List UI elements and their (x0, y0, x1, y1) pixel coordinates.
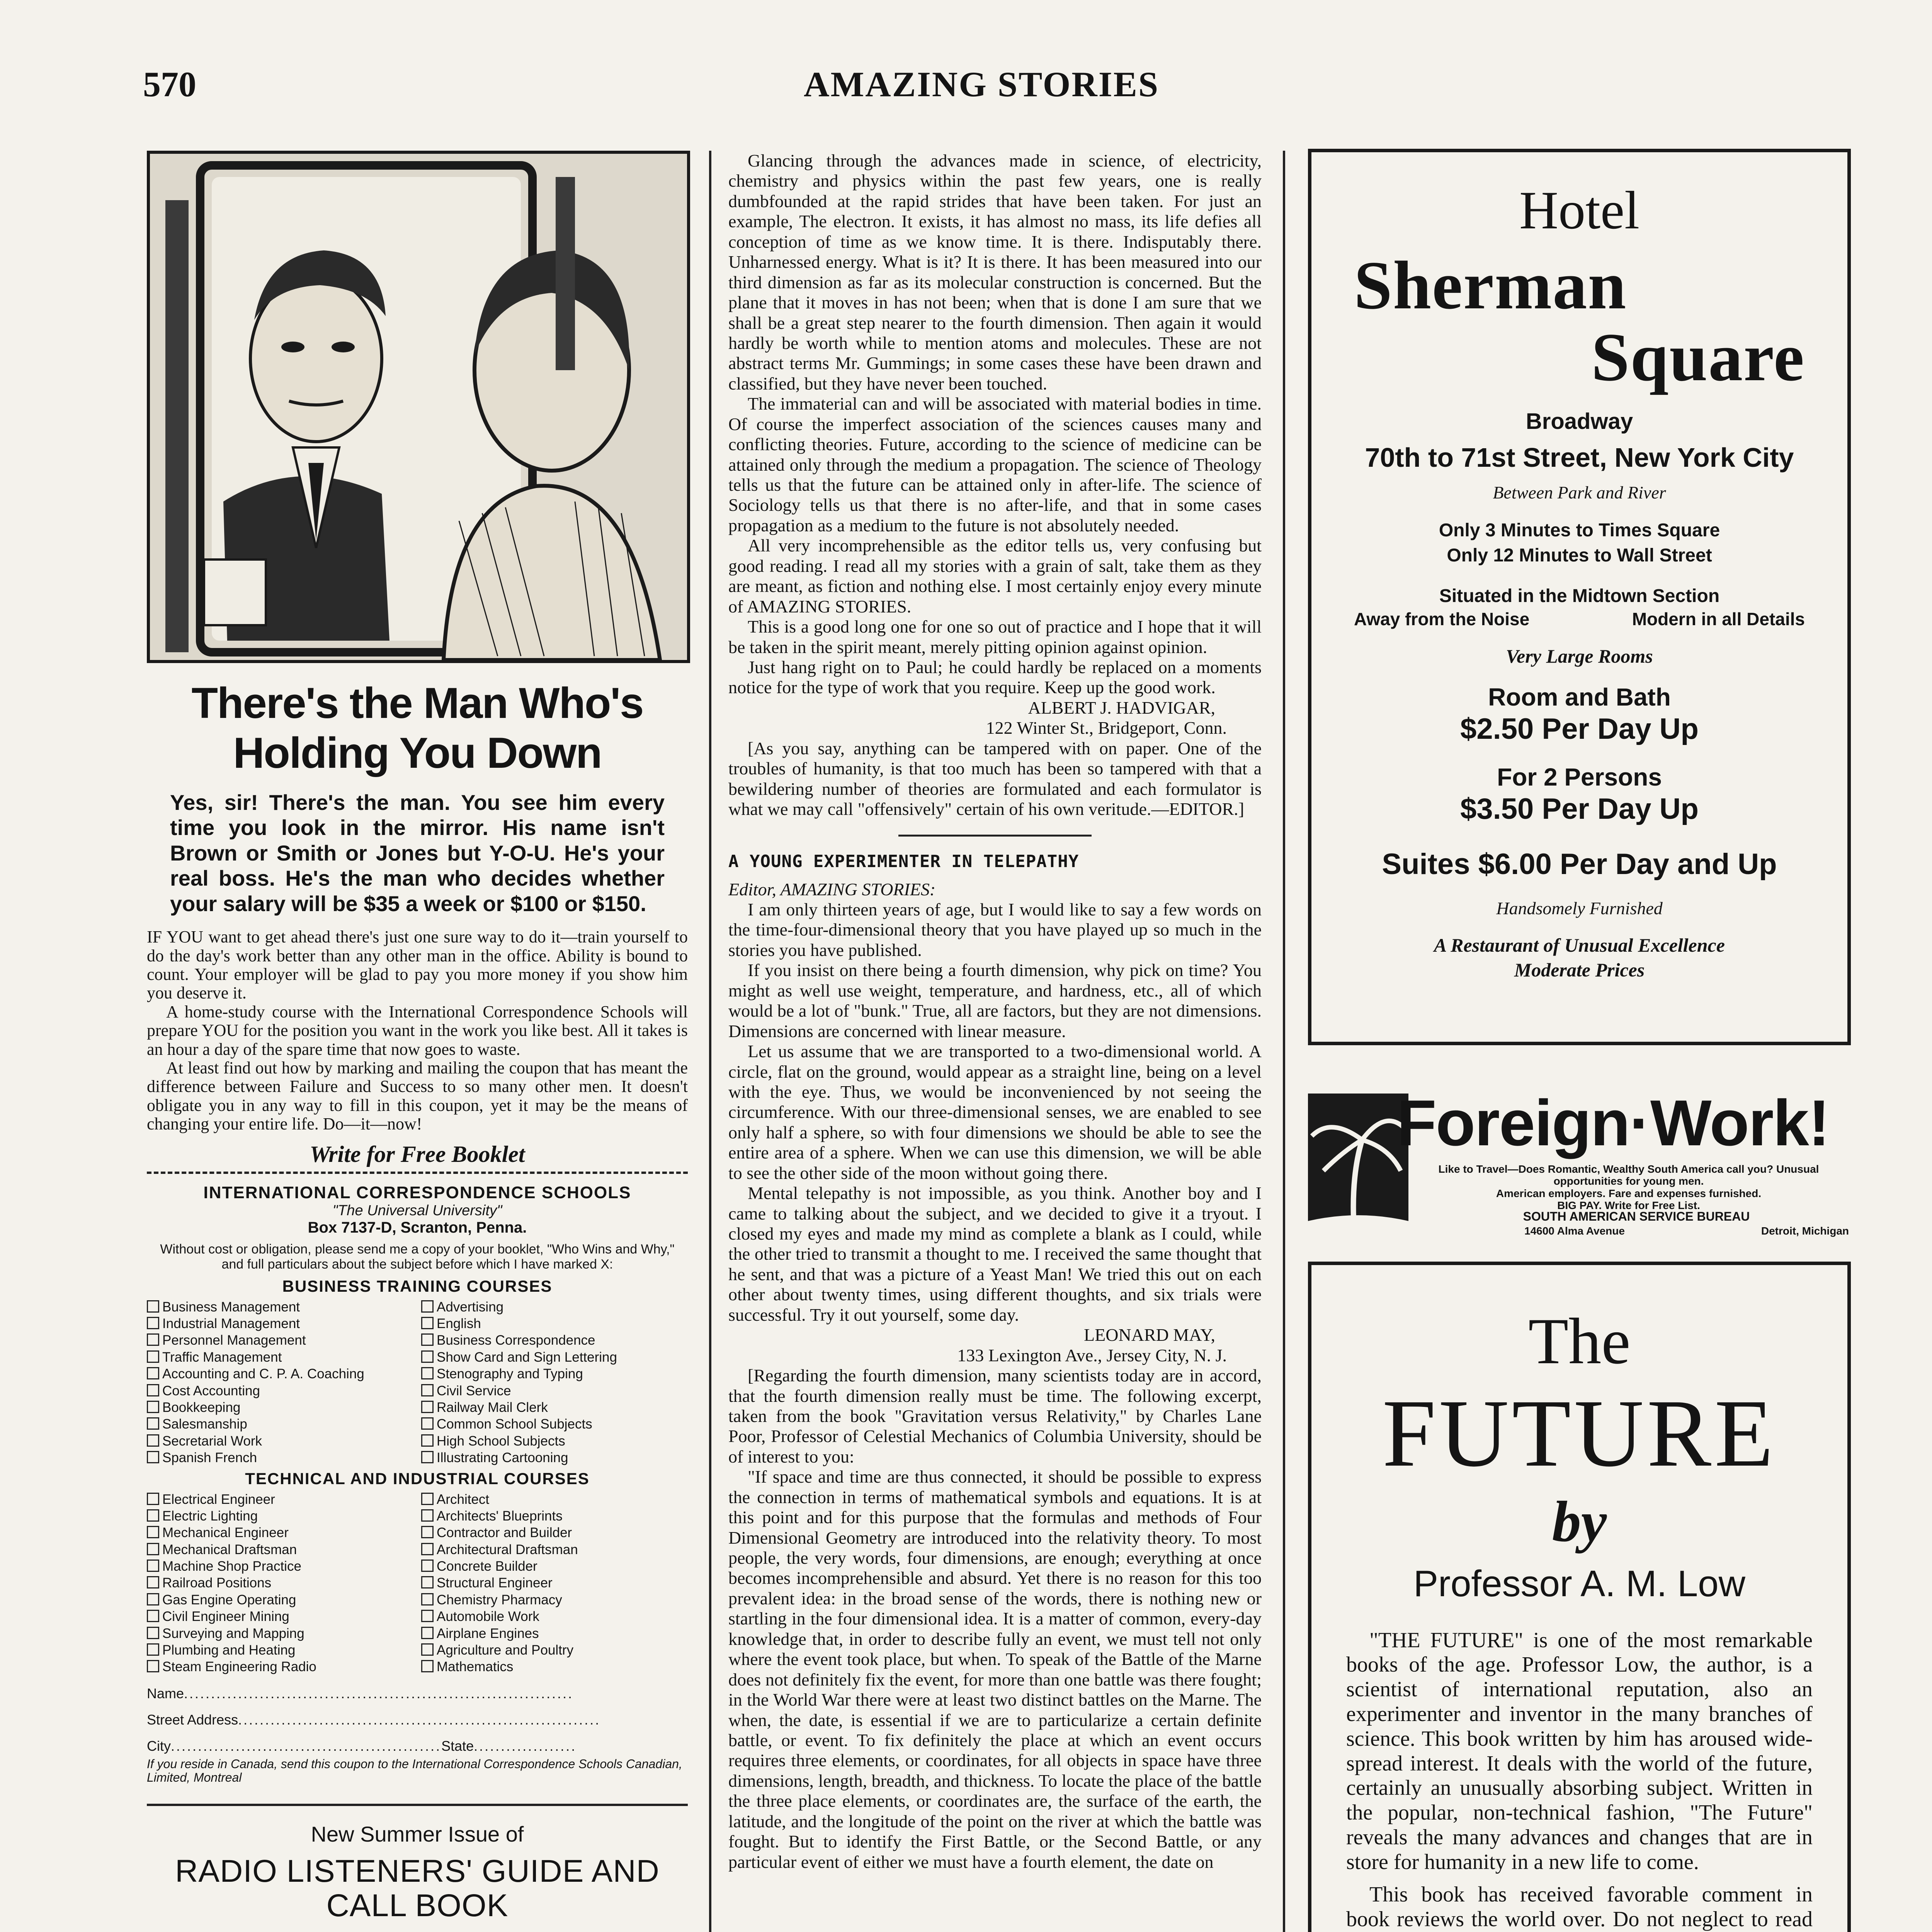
letter-address: 122 Winter St., Bridgeport, Conn. (986, 718, 1227, 738)
letter-paragraph: This is a good long one for one so out of practice and I hope that it will be taken in the spirit meant, merely pitting opinion against opinion. (728, 617, 1262, 657)
foreign-work-street: 14600 Alma Avenue (1524, 1225, 1625, 1237)
technical-course-checkbox[interactable]: Machine Shop Practice (147, 1558, 413, 1575)
hotel-minutes (1311, 518, 1847, 568)
hotel-price-single: $2.50 Per Day Up (1460, 713, 1699, 746)
ad-headline: There's the Man Who's Holding You Down (191, 679, 643, 777)
business-course-checkbox[interactable]: Spanish French (147, 1449, 413, 1466)
business-course-checkbox[interactable]: Salesmanship (147, 1416, 413, 1432)
future-the: The (1528, 1305, 1631, 1378)
letter-address: 133 Lexington Ave., Jersey City, N. J. (957, 1345, 1227, 1365)
page-number: 570 (143, 65, 196, 104)
technical-course-checkbox[interactable]: Surveying and Mapping (147, 1625, 413, 1642)
future-title: FUTURE (1382, 1380, 1777, 1487)
foreign-work-line: Like to Travel—Does Romantic, Wealthy South America call you? Unusual opportunities for young men. (1438, 1163, 1819, 1187)
hotel-between: Between Park and River (1493, 483, 1666, 502)
letter-paragraph: The immaterial can and will be associated with material bodies in time. Of course the imperfect association of the sciences causes many and conflicting theories. Future, according to the science of medicine can be attained only through the medium a propagation. The science of Theology tells us that the future can be attained only in after-life. The science of Sociology tells us that there is no after-life, and that in some cases propagation as a medium to the future is not absolutely needed. (728, 394, 1262, 535)
hotel-modern: Modern in all Details (1632, 609, 1805, 629)
hotel-two-persons: For 2 Persons (1497, 763, 1662, 791)
radio-advertisement (147, 1821, 688, 1932)
business-course-checkbox[interactable]: Bookkeeping (147, 1399, 413, 1416)
ics-advertisement (147, 151, 688, 1932)
technical-course-checkbox[interactable]: Electrical Engineer (147, 1491, 413, 1508)
business-course-checkbox[interactable]: Industrial Management (147, 1315, 413, 1332)
letter-signature: LEONARD MAY, (1084, 1325, 1215, 1345)
ad-paragraph: IF YOU want to get ahead there's just one sure way to do it—train yourself to do the day's work better than any other man in the office. Ability is bound to count. Your employer will be glad to pay you more money if you show him you deserve it. (147, 927, 688, 1003)
foreign-work-line: BIG PAY. Write for Free List. (1557, 1199, 1700, 1212)
business-course-checkbox[interactable]: English (421, 1315, 688, 1332)
foreign-work-bureau: SOUTH AMERICAN SERVICE BUREAU (1523, 1209, 1750, 1223)
editor-reply: [As you say, anything can be tampered with on paper. One of the troubles of humanity, is that too much has been so tampered with that a bewildering number of theories are formulated and each formulator is what we may call "offensively" certain of his own veritude.—EDITOR.] (728, 738, 1262, 819)
school-name: INTERNATIONAL CORRESPONDENCE SCHOOLS (203, 1183, 631, 1202)
business-course-list (147, 1299, 688, 1466)
technical-course-checkbox[interactable]: Automobile Work (421, 1608, 688, 1625)
future-by: by (1552, 1489, 1607, 1554)
technical-course-checkbox[interactable]: Architects' Blueprints (421, 1508, 688, 1524)
business-course-checkbox[interactable]: Railway Mail Clerk (421, 1399, 688, 1416)
editor-quote: "If space and time are thus connected, it should be possible to express the connection in terms of mathematical symbols and equations. It is at this point and for this purpose that the formulas and methods of Four Dimensional Geometry are introduced into the relativity theory. To most people, the very words, four dimensions, are enough; everything at once becomes incomprehensible and absurd. Yet there is no reason for this too prevalent idea: in the broad sense of the words, there is nothing new or startling in the four dimensional idea. It is a matter of common, every-day knowledge that, in order to describe fully an event, we must tell not only where the event took place, but when. To speak of the Battle of the Marne does not definitely fix the event, for more than one battle was there fought; in the World War there were at least two distinct battles on the Marne. The when, the date, is essential if we are to particularize a certain definite battle, or event. To fix definitely the place at which an event occurs requires three elements, or coordinates, for all objects in space have three dimensions, length, breadth, and thickness. To locate the place of the battle the three place elements, or coordinates are, the surface of the earth, the latitude, and the longitude of the point on the river at which the battle was fought. But to identify the First Battle, or the Second Battle, or any particular event of either we must have a fourth element, the date on (728, 1467, 1262, 1872)
foreign-work-line: American employers. Fare and expenses furnished. (1496, 1187, 1762, 1199)
technical-course-checkbox[interactable]: Concrete Builder (421, 1558, 688, 1575)
technical-course-checkbox[interactable]: Electric Lighting (147, 1508, 413, 1524)
man-in-mirror-image (150, 154, 687, 660)
future-paragraph: "THE FUTURE" is one of the most remarkable books of the age. Professor Low, the author, is a scientist of international reputation, also an experimenter and inventor in the many branches of science. This book written by him has aroused wide-spread interest. It deals with the world of the future, certainly an unusually absorbing subject. Written in the popular, non-technical fashion, "The Future" reveals the many advances and changes that are in store for humanity in a new life to come. (1346, 1628, 1813, 1874)
technical-heading: TECHNICAL AND INDUSTRIAL COURSES (245, 1469, 590, 1488)
hotel-furnished: Handsomely Furnished (1496, 898, 1663, 918)
business-course-checkbox[interactable]: Accounting and C. P. A. Coaching (147, 1366, 413, 1382)
future-author: Professor A. M. Low (1413, 1563, 1745, 1604)
ad-paragraph: A home-study course with the International Correspondence Schools will prepare YOU for the position you want in the work you like best. All it takes is an hour a day of the spare time that now goes to waste. (147, 1002, 688, 1059)
business-heading: BUSINESS TRAINING COURSES (282, 1277, 553, 1295)
technical-course-list (147, 1491, 688, 1675)
business-course-checkbox[interactable]: Illustrating Cartooning (421, 1449, 688, 1466)
city-state-line[interactable]: City..................................................State................... (147, 1738, 577, 1754)
future-book-advertisement (1308, 1262, 1851, 1932)
ad-body (147, 928, 688, 1133)
hotel-rooms: Very Large Rooms (1506, 645, 1653, 667)
technical-course-checkbox[interactable]: Gas Engine Operating (147, 1592, 413, 1608)
canada-note: If you reside in Canada, send this coupon to the International Correspondence Schools Canadian, Limited, Montreal (147, 1757, 682, 1785)
business-course-checkbox[interactable]: Personnel Management (147, 1332, 413, 1349)
business-course-checkbox[interactable]: Business Management (147, 1299, 413, 1315)
future-body (1346, 1628, 1813, 1932)
letter-heading: A YOUNG EXPERIMENTER IN TELEPATHY (728, 852, 1079, 872)
hotel-room-bath: Room and Bath (1488, 683, 1671, 711)
business-course-checkbox[interactable]: Stenography and Typing (421, 1366, 688, 1382)
coupon-intro: Without cost or obligation, please send me a copy of your booklet, "Who Wins and Why," and full particulars about the subject before which I have marked X: (160, 1242, 675, 1272)
radio-title: RADIO LISTENERS' GUIDE AND CALL BOOK (175, 1854, 660, 1923)
technical-course-checkbox[interactable]: Civil Engineer Mining (147, 1608, 413, 1625)
letter-paragraph: If you insist on there being a fourth dimension, why pick on time? You might as well use weight, temperature, and hardness, etc., all of which would be a lot of "bunk." True, all are factors, but they are not dimensions. Dimensions are concerned with linear measure. (728, 960, 1262, 1041)
hotel-features (1311, 609, 1847, 629)
hotel-advertisement (1308, 149, 1851, 1045)
letter-paragraph: Glancing through the advances made in science, of electricity, chemistry and physics within the past few years, one is really dumbfounded at the rapid strides that have been taken. For just an example, The electron. It exists, it has almost no mass, its life defies all conception of time as we know time. It is there. Indisputably there. Unharnessed energy. What is it? It is there. It has been measured into our third dimension as far as its molecular construction is concerned. But the plane that it moves in has not been; when that is done I am sure that we shall be a great step nearer to the fourth dimension. Then again it would hardly be worth while to mention atoms and molecules. These are not abstract terms Mr. Gummings; in some cases these have been drawn and classified, but they have never been touched. (728, 151, 1262, 393)
hotel-price-double: $3.50 Per Day Up (1460, 793, 1699, 826)
section-rule (898, 835, 1092, 837)
technical-course-checkbox[interactable]: Agriculture and Poultry (421, 1642, 688, 1658)
hotel-minutes-times: Only 3 Minutes to Times Square (1439, 520, 1720, 541)
technical-course-checkbox[interactable]: Railroad Positions (147, 1575, 413, 1591)
name-line[interactable]: Name........................................................................ (147, 1685, 574, 1701)
hotel-restaurant: A Restaurant of Unusual Excellence (1434, 934, 1725, 956)
foreign-work-title: Foreign·Work! (1397, 1087, 1829, 1159)
radio-kicker: New Summer Issue of (311, 1822, 524, 1847)
hotel-situated: Situated in the Midtown Section (1439, 585, 1720, 606)
technical-course-checkbox[interactable]: Chemistry Pharmacy (421, 1592, 688, 1608)
technical-course-checkbox[interactable]: Mechanical Draftsman (147, 1541, 413, 1558)
hotel-minutes-wall: Only 12 Minutes to Wall Street (1447, 545, 1712, 566)
hotel-name-second: Square (1591, 319, 1805, 395)
write-for-booklet: Write for Free Booklet (310, 1141, 525, 1167)
divider (147, 1804, 688, 1806)
ad-lead: Yes, sir! There's the man. You see him every time you look in the mirror. His name isn't Brown or Smith or Jones but Y-O-U. He's your real boss. He's the man who decides whether your salary will be $35 a week or $100 or $150. (170, 790, 665, 916)
mirror-illustration (147, 151, 690, 663)
ics-coupon (147, 1172, 688, 1784)
business-course-checkbox[interactable]: Advertising (421, 1299, 688, 1315)
hotel-name-first: Sherman (1354, 247, 1627, 323)
business-course-checkbox[interactable]: Cost Accounting (147, 1383, 413, 1399)
business-course-checkbox[interactable]: Show Card and Sign Lettering (421, 1349, 688, 1366)
business-course-checkbox[interactable]: Civil Service (421, 1383, 688, 1399)
school-motto: "The Universal University" (332, 1202, 502, 1219)
letter-paragraph: Just hang right on to Paul; he could hardly be replaced on a moments notice for the type of work that you require. Keep up the good work. (728, 657, 1262, 697)
hotel-moderate: Moderate Prices (1514, 959, 1645, 981)
hotel-word: Hotel (1519, 180, 1640, 240)
business-course-checkbox[interactable]: Business Correspondence (421, 1332, 688, 1349)
technical-course-checkbox[interactable]: Airplane Engines (421, 1625, 688, 1642)
business-course-checkbox[interactable]: High School Subjects (421, 1433, 688, 1449)
palm-tree-icon (1308, 1094, 1408, 1233)
editor-reply: [Regarding the fourth dimension, many scientists today are in accord, that the fourth dimension really must be time. The following excerpt, taken from the book "Gravitation versus Relativity," by Charles Lane Poor, Professor of Celestial Mechanics of Columbia University, should be of interest to you: (728, 1366, 1262, 1466)
letter-salutation: Editor, AMAZING STORIES: (728, 879, 936, 899)
foreign-work-city: Detroit, Michigan (1761, 1225, 1849, 1237)
letter-paragraph: Mental telepathy is not impossible, as you think. Another boy and I came to talking about the subject, and we decided to give it a tryout. I closed my eyes and made my mind as complete a blank as I could, while the other tried to transmit a thought to me. I received the same thought that he sent, and that was a picture of a Yeast Man! We tried this out on each other about twenty times, using different thoughts, and six trials were successful. Try it out yourself, some day. (728, 1183, 1262, 1325)
letter-signature: ALBERT J. HADVIGAR, (1028, 697, 1215, 718)
hotel-suites: Suites $6.00 Per Day and Up (1382, 847, 1777, 881)
technical-course-checkbox[interactable]: Architectural Draftsman (421, 1541, 688, 1558)
future-paragraph: This book has received favorable comment in book reviews the world over. Do not neglect to read (1346, 1882, 1813, 1931)
street-address-line[interactable]: Street Address................................................................... (147, 1711, 601, 1728)
running-head: AMAZING STORIES (804, 65, 1160, 104)
business-course-checkbox[interactable]: Traffic Management (147, 1349, 413, 1366)
foreign-work-text (1408, 1163, 1849, 1211)
technical-course-checkbox[interactable]: Contractor and Builder (421, 1524, 688, 1541)
technical-course-checkbox[interactable]: Mechanical Engineer (147, 1524, 413, 1541)
column-rule (1283, 151, 1285, 1932)
letter-paragraph: I am only thirteen years of age, but I would like to say a few words on the time-four-dimensional theory that you have played up so much in the stories you have published. (728, 900, 1262, 960)
technical-course-checkbox[interactable]: Mathematics (421, 1658, 688, 1675)
technical-course-checkbox[interactable]: Structural Engineer (421, 1575, 688, 1591)
letters-column (728, 151, 1262, 1872)
technical-course-checkbox[interactable]: Plumbing and Heating (147, 1642, 413, 1658)
hotel-broadway: Broadway (1526, 409, 1633, 434)
foreign-work-address (1524, 1225, 1849, 1237)
letter-paragraph: All very incomprehensible as the editor tells us, very confusing but good reading. I read all my stories with a grain of salt, take them as they are meant, as fiction and nothing else. I most certainly enjoy every minute of AMAZING STORIES. (728, 536, 1262, 616)
column-rule (709, 151, 711, 1932)
technical-course-checkbox[interactable]: Steam Engineering Radio (147, 1658, 413, 1675)
business-course-checkbox[interactable]: Common School Subjects (421, 1416, 688, 1432)
letter-paragraph: Let us assume that we are transported to a two-dimensional world. A circle, flat on the ground, would appear as a straight line, being on a level with the eye. Thus, we would be inconvenienced by not seeing the circumference. With our three-dimensional senses, we are enabled to see only half a sphere, so with four dimensions we should be able to see the entire area of a sphere. When we can use this dimension, we will be able to see the other side of the moon without going there. (728, 1041, 1262, 1183)
business-course-checkbox[interactable]: Secretarial Work (147, 1433, 413, 1449)
hotel-away: Away from the Noise (1354, 609, 1530, 629)
ad-paragraph: At least find out how by marking and mailing the coupon that has meant the difference between Failure and Success to so many other men. It doesn't obligate you in any way to fill in this coupon, yet it may be the means of changing your entire life. Do—it—now! (147, 1058, 688, 1134)
hotel-street: 70th to 71st Street, New York City (1365, 442, 1794, 473)
foreign-work-advertisement (1308, 1086, 1851, 1240)
technical-course-checkbox[interactable]: Architect (421, 1491, 688, 1508)
school-box: Box 7137-D, Scranton, Penna. (308, 1219, 527, 1236)
